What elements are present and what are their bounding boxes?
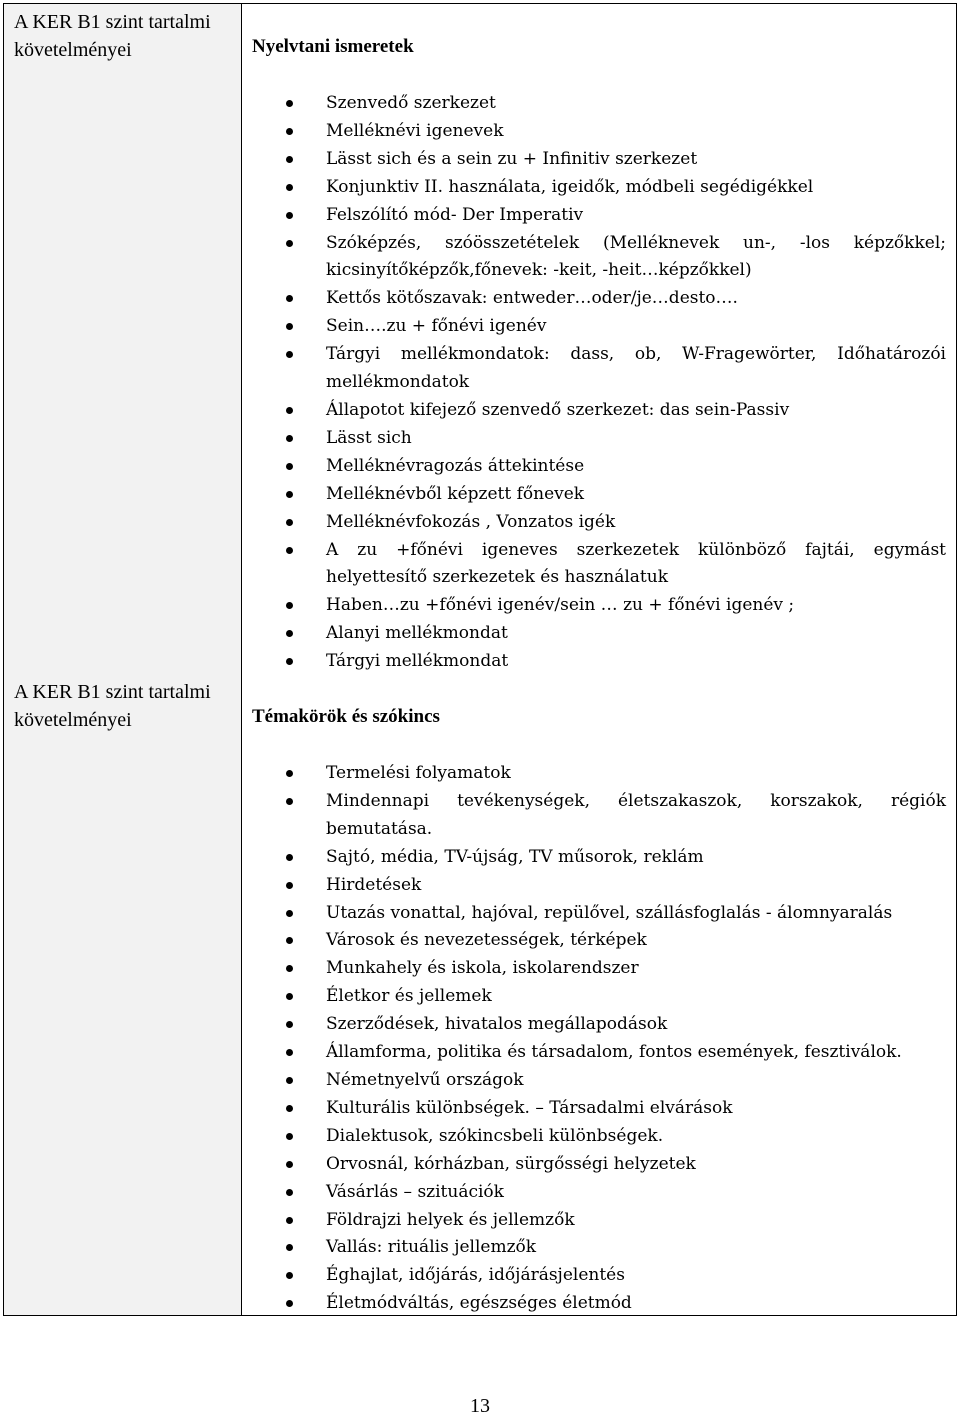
list-item: Sein….zu + főnévi igenév — [243, 313, 946, 341]
list-item: Életmódváltás, egészséges életmód — [243, 1290, 946, 1318]
list-item: Kulturális különbségek. – Társadalmi elvárások — [243, 1095, 946, 1123]
list-item: Földrajzi helyek és jellemzők — [243, 1207, 946, 1235]
list-item: Szerződések, hivatalos megállapodások — [243, 1011, 946, 1039]
list-item: Állapotot kifejező szenvedő szerkezet: das sein-Passiv — [243, 397, 946, 425]
topics-section-title: Témakörök és szókincs — [252, 706, 440, 727]
list-item: Melléknévragozás áttekintése — [243, 453, 946, 481]
list-item: Kettős kötőszavak: entweder…oder/je…desto…. — [243, 285, 946, 313]
list-item: Dialektusok, szókincsbeli különbségek. — [243, 1123, 946, 1151]
left-label-middle: A KER B1 szint tartalmi követelményei — [14, 681, 211, 731]
list-item: Vásárlás – szituációk — [243, 1179, 946, 1207]
list-item: Államforma, politika és társadalom, fontos események, fesztiválok. — [243, 1039, 946, 1067]
list-item: A zu +főnévi igeneves szerkezetek különböző fajtái, egymást helyettesítő szerkezetek és használatuk — [243, 537, 946, 593]
list-item: Melléknévi igenevek — [243, 118, 946, 146]
list-item: Melléknévfokozás , Vonzatos igék — [243, 509, 946, 537]
list-item: Sajtó, média, TV-újság, TV műsorok, reklám — [243, 844, 946, 872]
list-item: Alanyi mellékmondat — [243, 620, 946, 648]
right-column — [243, 4, 956, 1315]
grammar-list — [243, 90, 946, 676]
list-item: Mindennapi tevékenységek, életszakaszok, korszakok, régiók bemutatása. — [243, 788, 946, 844]
requirements-table — [3, 3, 957, 1316]
list-item: Orvosnál, kórházban, sürgősségi helyzetek — [243, 1151, 946, 1179]
list-item: Vallás: rituális jellemzők — [243, 1234, 946, 1262]
list-item: Haben…zu +főnévi igenév/sein … zu + főnévi igenév ; — [243, 592, 946, 620]
list-item: Éghajlat, időjárás, időjárásjelentés — [243, 1262, 946, 1290]
topics-list — [243, 760, 946, 1318]
list-item: Tárgyi mellékmondat — [243, 648, 946, 676]
list-item: Városok és nevezetességek, térképek — [243, 927, 946, 955]
left-column — [4, 4, 242, 1315]
left-label-top: A KER B1 szint tartalmi követelményei — [14, 11, 211, 61]
list-item: Lässt sich — [243, 425, 946, 453]
list-item: Életkor és jellemek — [243, 983, 946, 1011]
list-item: Hirdetések — [243, 872, 946, 900]
list-item: Szóképzés, szóösszetételek (Melléknevek un-, -los képzőkkel; kicsinyítőképzők,főnevek: -keit, -heit…képzőkkel) — [243, 230, 946, 286]
list-item: Felszólító mód- Der Imperativ — [243, 202, 946, 230]
page-number: 13 — [470, 1395, 490, 1417]
list-item: Termelési folyamatok — [243, 760, 946, 788]
list-item: Melléknévből képzett főnevek — [243, 481, 946, 509]
list-item: Konjunktiv II. használata, igeidők, módbeli segédigékkel — [243, 174, 946, 202]
list-item: Szenvedő szerkezet — [243, 90, 946, 118]
list-item: Munkahely és iskola, iskolarendszer — [243, 955, 946, 983]
list-item: Lässt sich és a sein zu + Infinitiv szerkezet — [243, 146, 946, 174]
list-item: Németnyelvű országok — [243, 1067, 946, 1095]
list-item: Utazás vonattal, hajóval, repülővel, szállásfoglalás - álomnyaralás — [243, 900, 946, 928]
list-item: Tárgyi mellékmondatok: dass, ob, W-Fragewörter, Időhatározói mellékmondatok — [243, 341, 946, 397]
grammar-section-title: Nyelvtani ismeretek — [252, 36, 414, 57]
